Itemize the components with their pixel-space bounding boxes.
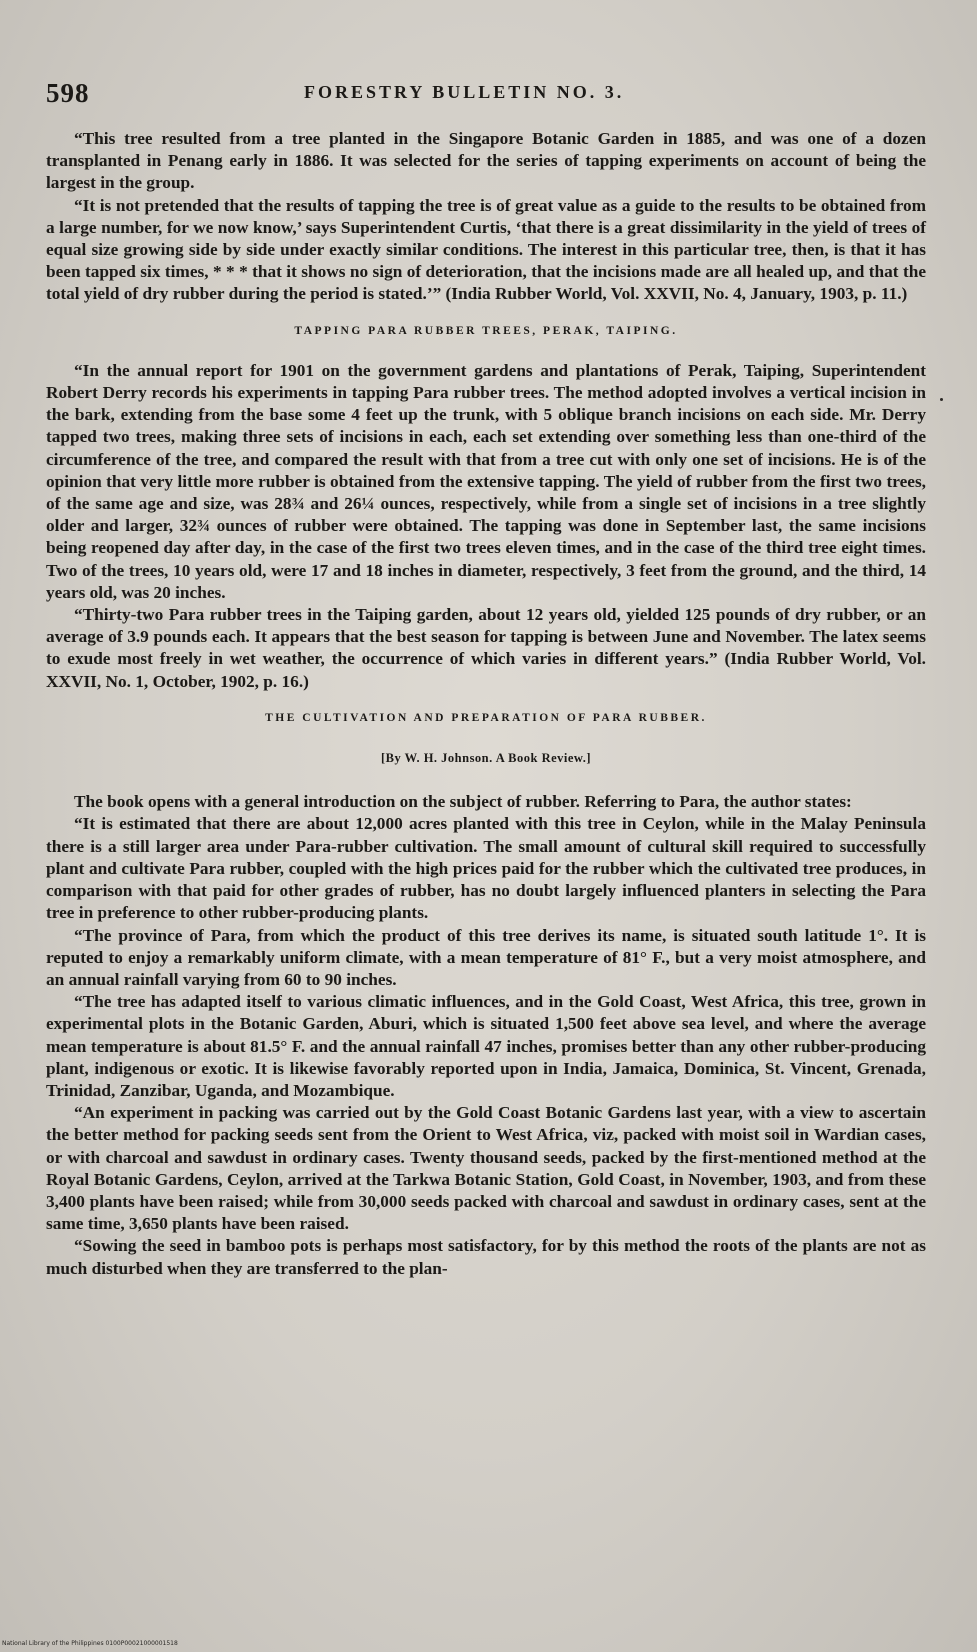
paragraph: “The tree has adapted itself to various climatic influences, and in the Gold Coast, West Africa, this tree, grown in experimental plots in the Botanic Garden, Aburi, which is situated 1,500 feet above sea level, and where the average mean temperature is about 81.5° F. and the annual rainfall 47 inches, promises better than any other rubber-producing plant, indigenous or exotic. It is likewise favorably reported upon in India, Jamaica, Dominica, St. Vincent, Grenada, Trinidad, Zanzibar, Uganda, and Mozambique.	[46, 992, 926, 1100]
scan-speck	[940, 398, 943, 401]
page-body	[46, 128, 926, 1280]
byline: [By W. H. Johnson. A Book Review.]	[380, 751, 592, 766]
section-heading: THE CULTIVATION AND PREPARATION OF PARA RUBBER.	[265, 711, 707, 724]
paragraph: “An experiment in packing was carried out by the Gold Coast Botanic Gardens last year, with a view to ascertain the better method for packing seeds sent from the Orient to West Africa, viz, packed with moist soil in Wardian cases, or with charcoal and sawdust in ordinary cases. Twenty thousand seeds, packed by the first-mentioned method at the Royal Botanic Gardens, Ceylon, arrived at the Tarkwa Botanic Station, Gold Coast, in November, 1903, and from these 3,400 plants have been raised; while from 30,000 seeds packed with charcoal and sawdust in ordinary cases, sent at the same time, 3,650 plants have been raised.	[46, 1103, 926, 1234]
paragraph: “This tree resulted from a tree planted in the Singapore Botanic Garden in 1885, and was one of a dozen transplanted in Penang early in 1886. It was selected for the series of tapping experiments on account of being the largest in the group.	[46, 129, 926, 193]
page-header	[46, 78, 926, 108]
paragraph: “Sowing the seed in bamboo pots is perhaps most satisfactory, for by this method the roots of the plants are not as much disturbed when they are transferred to the plan-	[46, 1236, 926, 1278]
paragraph: The book opens with a general introduction on the subject of rubber. Referring to Para, the author states:	[74, 792, 852, 812]
section-heading: TAPPING PARA RUBBER TREES, PERAK, TAIPING.	[294, 324, 678, 337]
paragraph: “The province of Para, from which the product of this tree derives its name, is situated south latitude 1°. It is reputed to enjoy a remarkably uniform climate, with a mean temperature of 81° F., but a very moist atmosphere, and an annual rainfall varying from 60 to 90 inches.	[46, 925, 926, 989]
paragraph: “It is not pretended that the results of tapping the tree is of great value as a guide to the results to be obtained from a large number, for we now know,’ says Superintendent Curtis, ‘that there is a great dissimilarity in the yield of trees of equal size growing side by side under exactly similar conditions. The interest in this particular tree, then, is that it has been tapped six times, * * * that it shows no sign of deterioration, that the incisions made are all healed up, and that the total yield of dry rubber during the period is stated.’” (India Rubber World, Vol. XXVII, No. 4, January, 1903, p. 11.)	[46, 195, 926, 304]
paragraph: “It is estimated that there are about 12,000 acres planted with this tree in Ceylon, while in the Malay Peninsula there is a still larger area under Para-rubber cultivation. The small amount of cultural skill required to successfully plant and cultivate Para rubber, coupled with the high prices paid for the rubber which the cultivated tree produces, in comparison with that paid for other grades of rubber, has no doubt largely influenced planters in selecting the Para tree in preference to other rubber-producing plants.	[46, 814, 926, 923]
scan-footer: National Library of the Philippines 0100P00021000001518	[2, 1640, 178, 1647]
paragraph: “Thirty-two Para rubber trees in the Taiping garden, about 12 years old, yielded 125 pounds of dry rubber, or an average of 3.9 pounds each. It appears that the best season for tapping is between June and November. The latex seems to exude most freely in wet weather, the occurrence of which varies in different years.” (India Rubber World, Vol. XXVII, No. 1, October, 1902, p. 16.)	[46, 605, 926, 691]
running-title: FORESTRY BULLETIN NO. 3.	[304, 82, 625, 102]
paragraph: “In the annual report for 1901 on the government gardens and plantations of Perak, Taiping, Superintendent Robert Derry records his experiments in tapping Para rubber trees. The method adopted involves a vertical incision in the bark, extending from the base some 4 feet up the trunk, with 5 oblique branch incisions on each side. Mr. Derry tapped two trees, making three sets of incisions in each, each set extending over something less than one-third of the circumference of the tree, and compared the result with that from a tree cut with only one set of incisions. He is of the opinion that very little more rubber is obtained from the extensive tapping. The yield of rubber from the first two trees, of the same age and size, was 28¾ and 26¼ ounces, respectively, while from a single set of incisions in a tree slightly older and larger, 32¾ ounces of rubber were obtained. The tapping was done in September last, the same incisions being reopened day after day, in the case of the first two trees eleven times, and in the case of the third tree eight times. Two of the trees, 10 years old, were 17 and 18 inches in diameter, respectively, 3 feet from the ground, and the third, 14 years old, was 20 inches.	[46, 360, 926, 602]
page-number: 598	[46, 78, 90, 108]
